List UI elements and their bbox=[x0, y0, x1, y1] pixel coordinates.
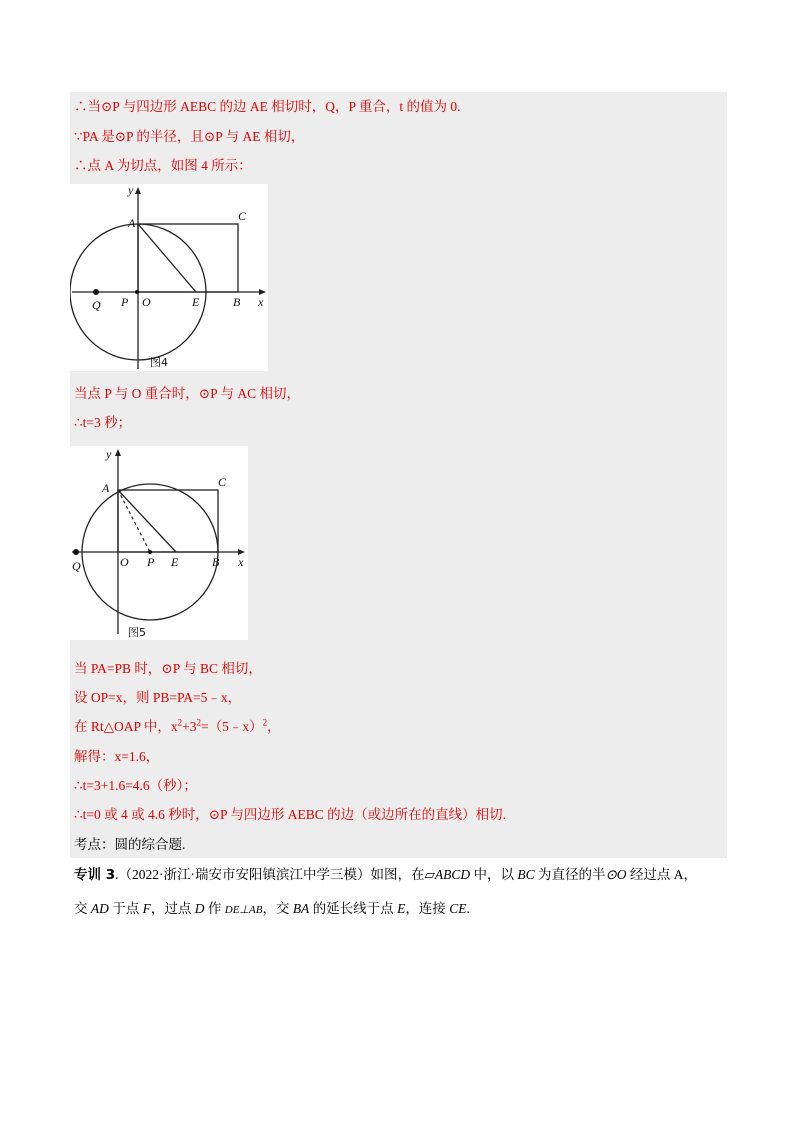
answer-line-12: 考点：圆的综合题. bbox=[74, 837, 186, 852]
svg-text:y: y bbox=[128, 184, 134, 197]
answer-line-5: ∴t=3 秒； bbox=[74, 415, 132, 430]
svg-text:O: O bbox=[120, 555, 129, 569]
problem-label: 专训 3 bbox=[74, 867, 116, 883]
svg-text:B: B bbox=[233, 295, 241, 309]
figure-5 bbox=[70, 446, 248, 640]
answer-line-2: ∵PA 是⊙P 的半径，且⊙P 与 AE 相切， bbox=[74, 129, 305, 144]
figure-4-diagram bbox=[70, 184, 268, 371]
problem-line-2: 交 AD 于点 F，过点 D 作 DE⊥AB，交 BA 的延长线于点 E，连接 CE. bbox=[74, 901, 470, 916]
answer-line-3: ∴点 A 为切点，如图 4 所示： bbox=[74, 158, 252, 173]
svg-text:P: P bbox=[121, 295, 129, 309]
answer-line-6: 当 PA=PB 时，⊙P 与 BC 相切， bbox=[74, 661, 262, 676]
svg-text:y: y bbox=[106, 447, 112, 461]
answer-line-7: 设 OP=x，则 PB=PA=5﹣x， bbox=[74, 690, 242, 705]
svg-text:x: x bbox=[238, 555, 244, 569]
svg-text:C: C bbox=[238, 209, 247, 223]
svg-text:x: x bbox=[258, 295, 264, 309]
svg-text:图5: 图5 bbox=[128, 626, 146, 639]
svg-text:A: A bbox=[128, 216, 136, 230]
svg-text:Q: Q bbox=[92, 298, 101, 312]
svg-text:E: E bbox=[171, 555, 179, 569]
figure-5-diagram bbox=[70, 446, 248, 640]
figure-4 bbox=[70, 184, 268, 371]
answer-line-11: ∴t=0 或 4 或 4.6 秒时，⊙P 与四边形 AEBC 的边（或边所在的直线）相切. bbox=[74, 807, 507, 822]
svg-text:O: O bbox=[142, 295, 151, 309]
svg-text:E: E bbox=[192, 295, 200, 309]
problem-line-1: 专训 3.（2022·浙江·瑞安市安阳镇滨江中学三模）如图，在▱ABCD 中，以 BC 为直径的半⊙O 经过点 A， bbox=[74, 867, 698, 883]
svg-text:P: P bbox=[147, 555, 155, 569]
answer-line-9: 解得：x=1.6， bbox=[74, 749, 160, 764]
svg-text:Q: Q bbox=[72, 559, 81, 573]
svg-text:B: B bbox=[212, 555, 220, 569]
svg-text:A: A bbox=[102, 481, 110, 495]
answer-line-1: ∴当⊙P 与四边形 AEBC 的边 AE 相切时，Q，P 重合，t 的值为 0. bbox=[74, 99, 461, 114]
svg-text:C: C bbox=[218, 475, 227, 489]
answer-line-8: 在 Rt△OAP 中，$x^2+3^2=(5﹣x)^2$， bbox=[74, 717, 281, 734]
svg-text:图4: 图4 bbox=[150, 356, 168, 369]
answer-line-4: 当点 P 与 O 重合时，⊙P 与 AC 相切， bbox=[74, 386, 300, 401]
answer-line-10: ∴t=3+1.6=4.6（秒）； bbox=[74, 778, 197, 793]
